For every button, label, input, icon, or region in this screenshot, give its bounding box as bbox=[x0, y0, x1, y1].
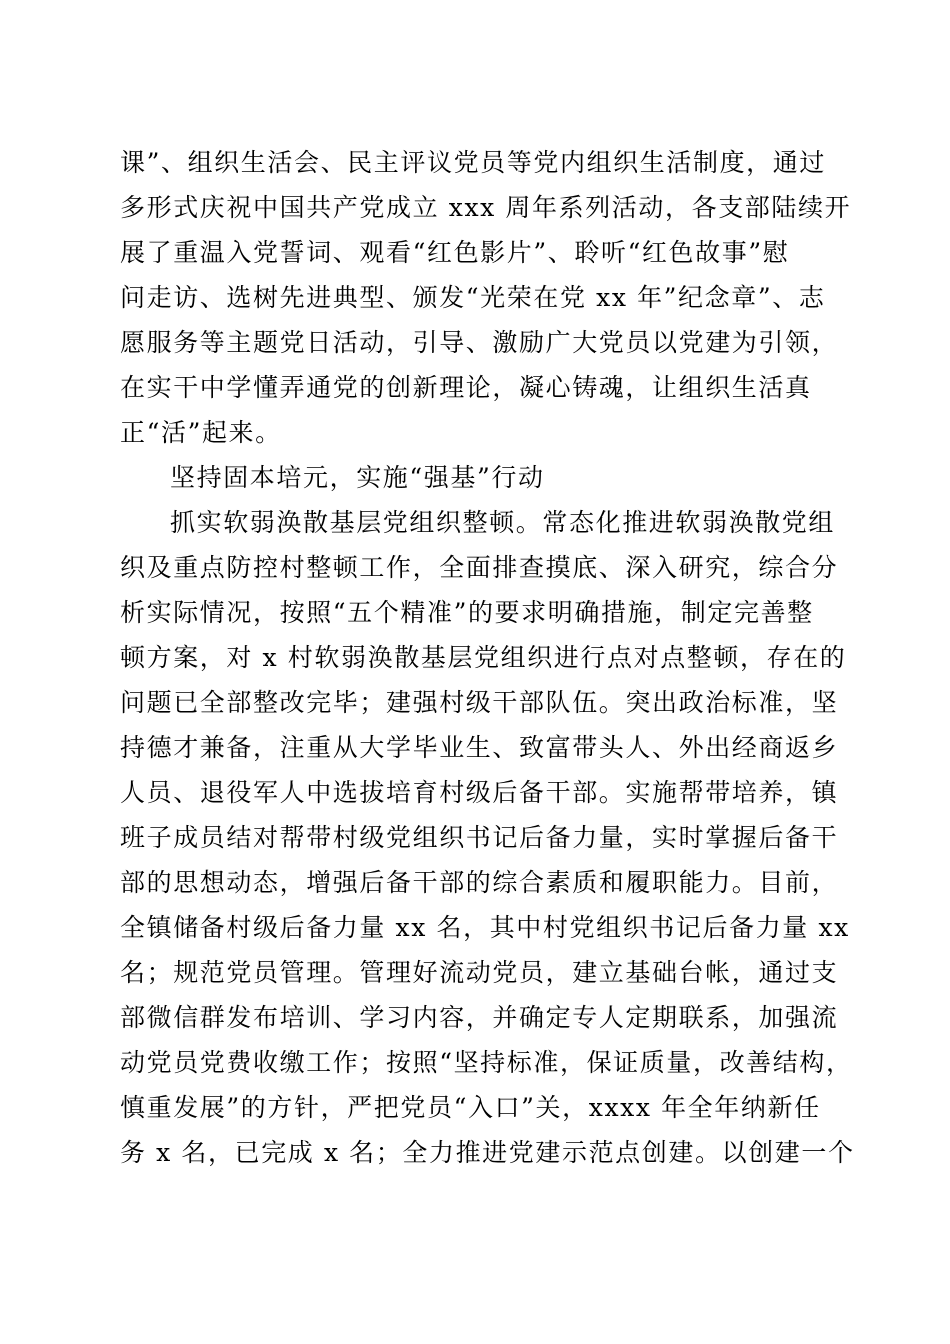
paragraph-line: 织及重点防控村整顿工作，全面排查摸底、深入研究，综合分 bbox=[120, 553, 839, 582]
paragraph-line: 务 x 名，已完成 x 名；全力推进党建示范点创建。以创建一个 bbox=[120, 1138, 855, 1167]
paragraph-line: 全镇储备村级后备力量 xx 名，其中村党组织书记后备力量 xx bbox=[120, 913, 850, 942]
paragraph-line: 正“活”起来。 bbox=[120, 418, 282, 447]
paragraph-line: 名；规范党员管理。管理好流动党员，建立基础台帐，通过支 bbox=[120, 958, 839, 987]
paragraph-line: 课”、组织生活会、民主评议党员等党内组织生活制度，通过 bbox=[120, 148, 826, 177]
paragraph-line: 顿方案，对 x 村软弱涣散基层党组织进行点对点整顿，存在的 bbox=[120, 643, 847, 672]
paragraph-line: 人员、退役军人中选拔培育村级后备干部。实施帮带培养，镇 bbox=[120, 778, 839, 807]
paragraph-grassroots-rectification bbox=[120, 500, 855, 1175]
paragraph-line: 部微信群发布培训、学习内容，并确定专人定期联系，加强流 bbox=[120, 1003, 839, 1032]
paragraph-line: 抓实软弱涣散基层党组织整顿。常态化推进软弱涣散党组 bbox=[170, 508, 836, 537]
paragraph-line: 展了重温入党誓词、观看“红色影片”、聆听“红色故事”慰 bbox=[120, 238, 790, 267]
paragraph-line: 多形式庆祝中国共产党成立 xxx 周年系列活动，各支部陆续开 bbox=[120, 193, 852, 222]
document-body bbox=[120, 140, 855, 1175]
section-heading: 坚持固本培元，实施“强基”行动 bbox=[170, 463, 545, 492]
paragraph-line: 部的思想动态，增强后备干部的综合素质和履职能力。目前， bbox=[120, 868, 839, 897]
paragraph-line: 愿服务等主题党日活动，引导、激励广大党员以党建为引领， bbox=[120, 328, 839, 357]
paragraph-line: 慎重发展”的方针，严把党员“入口”关，xxxx 年全年纳新任 bbox=[120, 1093, 821, 1122]
paragraph-line: 在实干中学懂弄通党的创新理论，凝心铸魂，让组织生活真 bbox=[120, 373, 812, 402]
paragraph-line: 动党员党费收缴工作；按照“坚持标准，保证质量，改善结构， bbox=[120, 1048, 853, 1077]
paragraph-line: 问走访、选树先进典型、颁发“光荣在党 xx 年”纪念章”、志 bbox=[120, 283, 826, 312]
paragraph-line: 问题已全部整改完毕；建强村级干部队伍。突出政治标准，坚 bbox=[120, 688, 839, 717]
paragraph-line: 班子成员结对帮带村级党组织书记后备力量，实时掌握后备干 bbox=[120, 823, 839, 852]
paragraph-line: 析实际情况，按照“五个精准”的要求明确措施，制定完善整 bbox=[120, 598, 814, 627]
paragraph-organizational-life bbox=[120, 140, 852, 455]
paragraph-line: 持德才兼备，注重从大学毕业生、致富带头人、外出经商返乡 bbox=[120, 733, 839, 762]
